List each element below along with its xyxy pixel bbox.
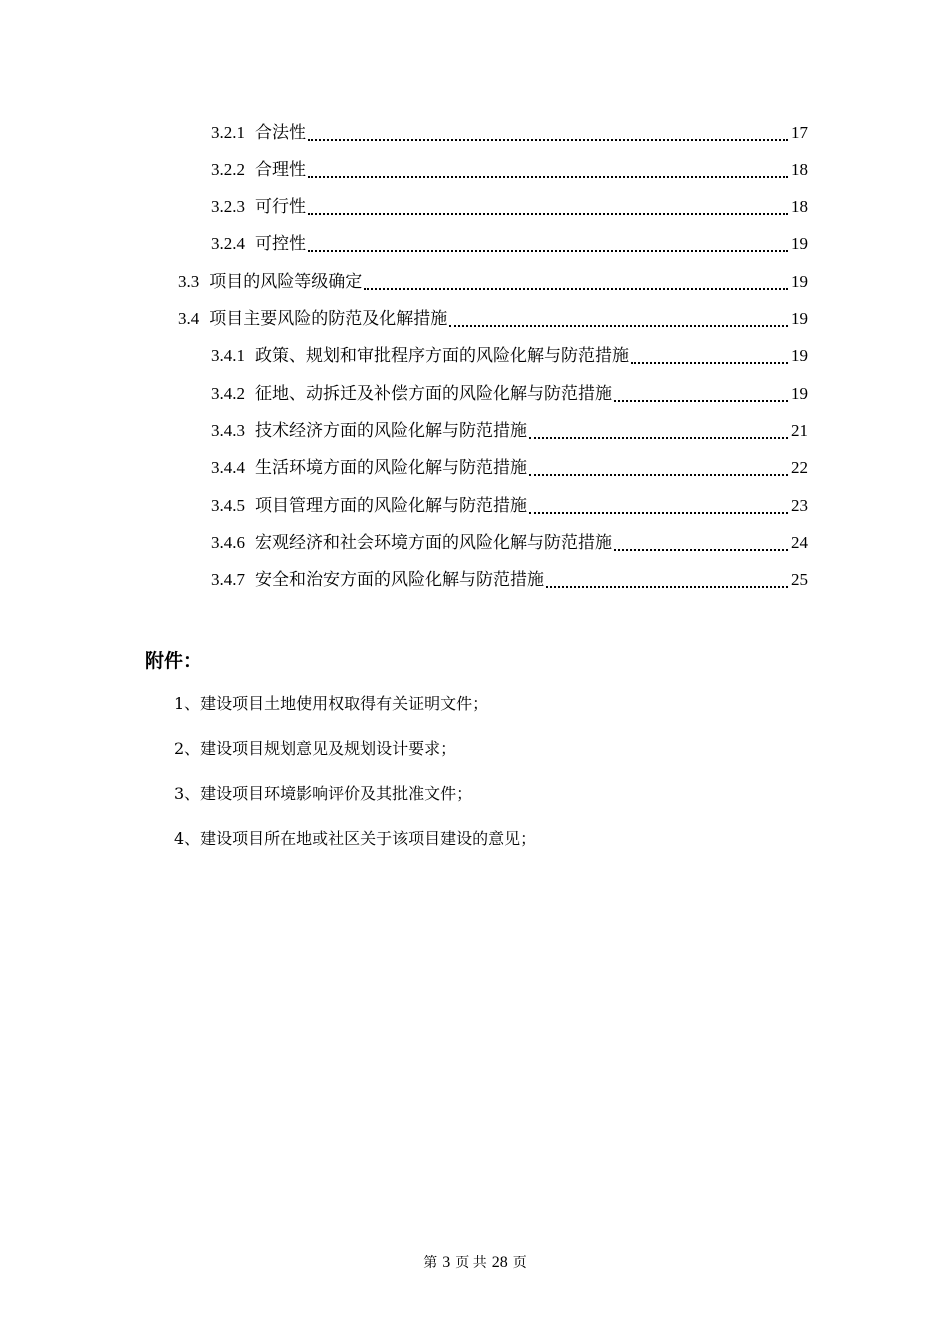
toc-entry-3-2-3[interactable] (211, 188, 808, 225)
toc-entry-number: 3.4.2 (211, 383, 245, 403)
toc-entry-title: 合理性 (255, 159, 306, 180)
toc-entry-page: 19 (791, 308, 808, 328)
toc-entry-number: 3.2.4 (211, 233, 245, 253)
toc-entry-number: 3.4.6 (211, 532, 245, 552)
toc-entry-title: 技术经济方面的风险化解与防范措施 (255, 420, 527, 441)
toc-entry-title: 可控性 (255, 233, 306, 254)
toc-entry-page: 22 (791, 457, 808, 477)
total-page-count: 28 (491, 1254, 508, 1271)
appendix-heading: 附件： (145, 650, 203, 672)
toc-entry-number: 3.2.1 (211, 122, 245, 142)
toc-leader-dots (364, 276, 788, 290)
toc-entry-number: 3.4.4 (211, 457, 245, 477)
toc-entry-3-4-7[interactable] (211, 561, 808, 598)
footer-middle: 页 共 (455, 1256, 487, 1271)
appendix-item: 2、建设项目规划意见及规划设计要求； (174, 739, 457, 758)
toc-entry-page: 19 (791, 345, 808, 365)
toc-entry-page: 17 (791, 122, 808, 142)
toc-entry-page: 19 (791, 271, 808, 291)
toc-leader-dots (308, 127, 788, 141)
current-page-number: 3 (442, 1254, 451, 1271)
toc-entry-page: 21 (791, 420, 808, 440)
toc-entry-title: 政策、规划和审批程序方面的风险化解与防范措施 (255, 345, 629, 366)
toc-entry-3-4[interactable] (178, 300, 808, 337)
toc-leader-dots (614, 388, 788, 402)
toc-entry-title: 项目的风险等级确定 (209, 271, 363, 292)
toc-leader-dots (529, 462, 788, 476)
toc-entry-number: 3.4.7 (211, 569, 245, 589)
footer-suffix: 页 (512, 1256, 527, 1271)
toc-entry-page: 18 (791, 159, 808, 179)
toc-entry-page: 25 (791, 569, 808, 589)
toc-entry-page: 19 (791, 233, 808, 253)
toc-entry-page: 24 (791, 532, 808, 552)
toc-entry-number: 3.2.2 (211, 159, 245, 179)
toc-leader-dots (529, 425, 788, 439)
appendix-item: 3、建设项目环境影响评价及其批准文件； (174, 784, 473, 803)
toc-leader-dots (308, 164, 788, 178)
toc-entry-3-4-3[interactable] (211, 412, 808, 449)
page-footer (0, 1252, 950, 1272)
toc-entry-3-2-2[interactable] (211, 151, 808, 188)
toc-entry-title: 项目管理方面的风险化解与防范措施 (255, 495, 527, 516)
toc-entry-title: 项目主要风险的防范及化解措施 (209, 308, 448, 329)
toc-entry-title: 合法性 (255, 122, 306, 143)
toc-entry-number: 3.4.5 (211, 495, 245, 515)
toc-leader-dots (308, 201, 788, 215)
toc-entry-page: 23 (791, 495, 808, 515)
toc-leader-dots (614, 537, 788, 551)
toc-entry-number: 3.4.1 (211, 345, 245, 365)
toc-entry-3-4-5[interactable] (211, 487, 808, 524)
toc-entry-page: 19 (791, 383, 808, 403)
toc-leader-dots (546, 574, 788, 588)
toc-entry-3-3[interactable] (178, 263, 808, 300)
toc-entry-3-2-1[interactable] (211, 114, 808, 151)
toc-leader-dots (631, 350, 788, 364)
toc-entry-3-2-4[interactable] (211, 225, 808, 262)
toc-entry-number: 3.4.3 (211, 420, 245, 440)
toc-entry-title: 生活环境方面的风险化解与防范措施 (255, 457, 527, 478)
toc-entry-3-4-6[interactable] (211, 524, 808, 561)
toc-entry-title: 征地、动拆迁及补偿方面的风险化解与防范措施 (255, 383, 612, 404)
toc-leader-dots (449, 313, 788, 327)
toc-entry-title: 安全和治安方面的风险化解与防范措施 (255, 569, 544, 590)
toc-entry-3-4-4[interactable] (211, 449, 808, 486)
toc-entry-title: 可行性 (255, 196, 306, 217)
toc-entry-page: 18 (791, 196, 808, 216)
toc-leader-dots (529, 500, 788, 514)
toc-entry-title: 宏观经济和社会环境方面的风险化解与防范措施 (255, 532, 612, 553)
toc-leader-dots (308, 238, 788, 252)
appendix-item: 1、建设项目土地使用权取得有关证明文件； (174, 694, 489, 713)
toc-entry-3-4-2[interactable] (211, 375, 808, 412)
appendix-item: 4、建设项目所在地或社区关于该项目建设的意见； (174, 829, 537, 848)
toc-entry-number: 3.3 (178, 271, 200, 291)
toc-entry-number: 3.2.3 (211, 196, 245, 216)
toc-entry-3-4-1[interactable] (211, 337, 808, 374)
toc-entry-number: 3.4 (178, 308, 200, 328)
footer-prefix: 第 (423, 1256, 438, 1271)
